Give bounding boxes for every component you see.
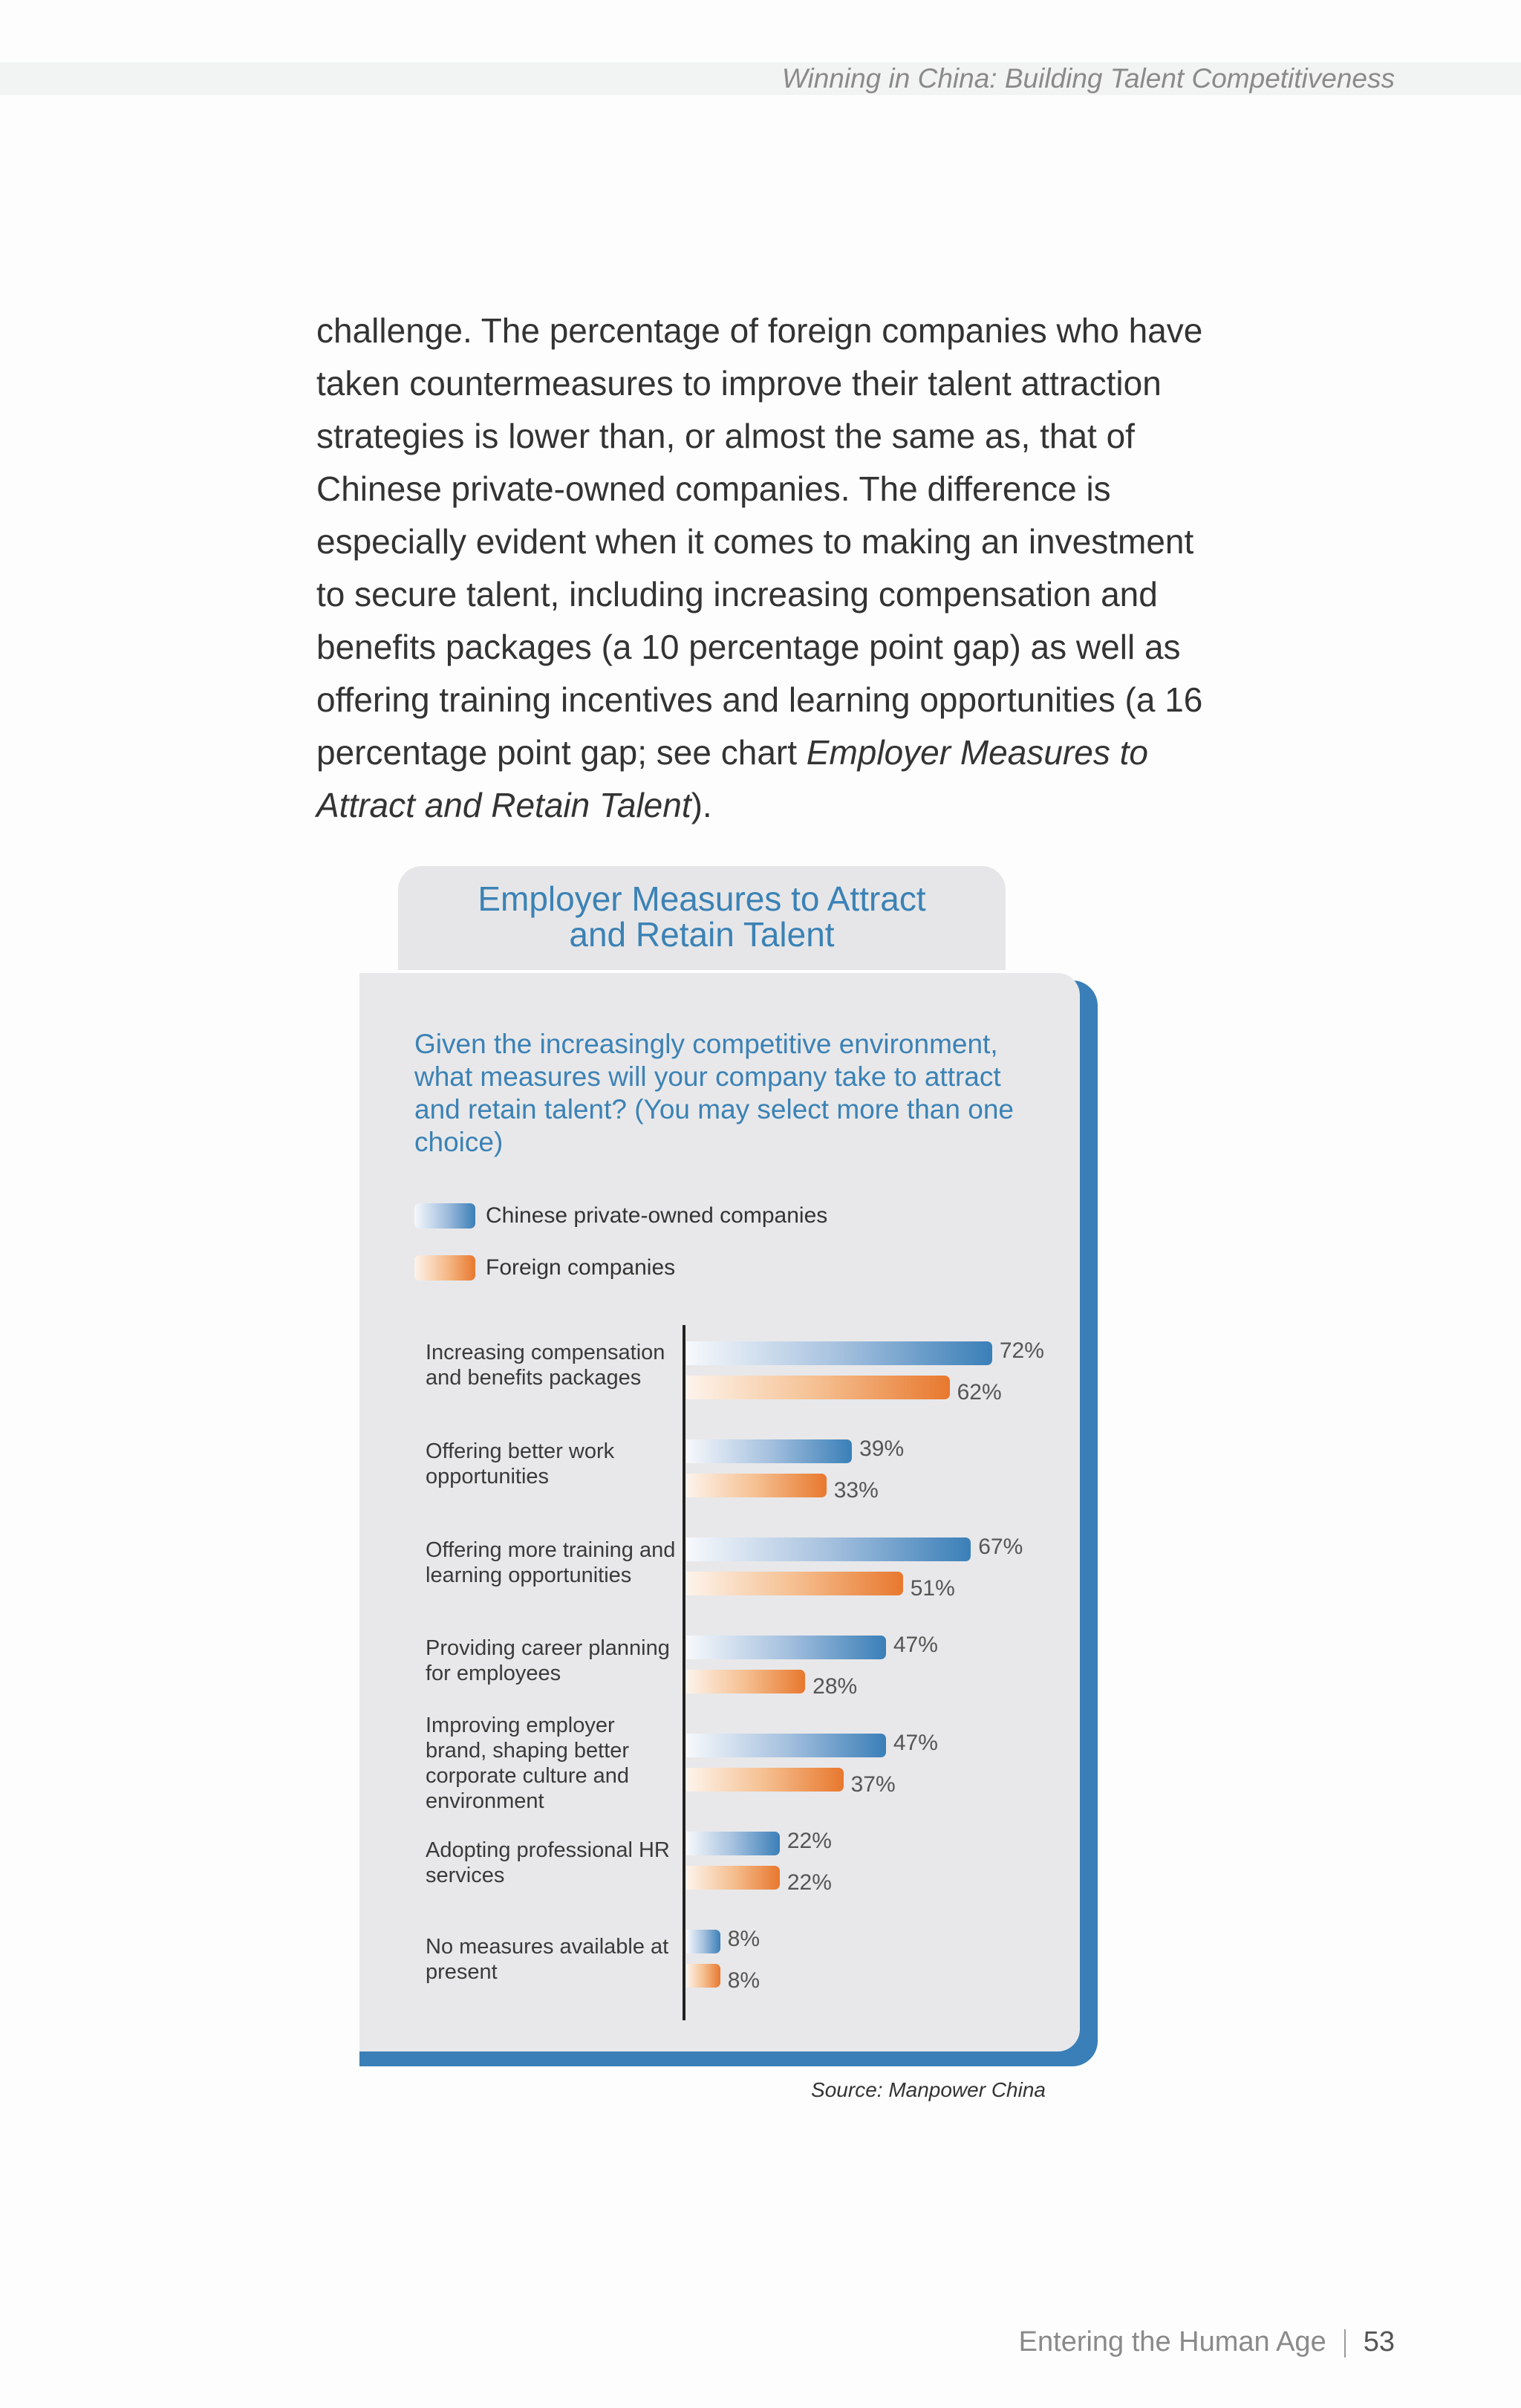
body-line: taken countermeasures to improve their talent attraction (316, 364, 1162, 403)
legend-label: Foreign companies (486, 1255, 676, 1280)
body-line: strategies is lower than, or almost the same as, that of (316, 417, 1135, 455)
bar-chinese (686, 1537, 971, 1561)
bar-foreign (686, 1474, 827, 1497)
bar-foreign (686, 1768, 844, 1792)
legend-label: Chinese private-owned companies (486, 1203, 828, 1228)
category-label: No measures available at present (426, 1935, 669, 1984)
body-line (316, 726, 1230, 779)
bar-foreign (686, 1670, 805, 1693)
body-line-end: ). (691, 786, 712, 824)
bar-chinese (686, 1439, 852, 1463)
legend-swatch-blue (414, 1203, 475, 1229)
chart-question: Given the increasingly competitive environment, what measures will your company take to attract and retain talent? (You may select more than one choice) (414, 1029, 1014, 1157)
bar-chinese (686, 1734, 886, 1757)
value-label: 39% (859, 1436, 905, 1461)
chart-reference: Employer Measures to (806, 733, 1148, 772)
body-line: benefits packages (a 10 percentage point gap) as well as (316, 628, 1181, 666)
body-line: challenge. The percentage of foreign companies who have (316, 311, 1203, 350)
chart-reference: Attract and Retain Talent (316, 786, 691, 824)
body-line: to secure talent, including increasing compensation and (316, 575, 1158, 614)
bar-foreign (686, 1376, 950, 1399)
running-header: Winning in China: Building Talent Competitiveness (781, 63, 1395, 94)
value-label: 72% (999, 1338, 1044, 1363)
chart-title-line: Employer Measures to Attract (478, 879, 926, 918)
category-label: Adopting professional HR services (426, 1838, 670, 1887)
value-label: 8% (727, 1968, 760, 1993)
body-line-text: percentage point gap; see chart (316, 733, 807, 772)
chart-title (398, 881, 1006, 952)
bar-chinese (686, 1636, 886, 1659)
value-label: 28% (812, 1674, 858, 1699)
chart-axis-line (683, 1325, 685, 2020)
value-label: 33% (833, 1478, 879, 1503)
category-label: Improving employer brand, shaping better corporate culture and environment (426, 1714, 630, 1813)
footer-separator (1344, 2329, 1346, 2357)
value-label: 62% (957, 1380, 1002, 1405)
bar-chinese (686, 1930, 720, 1953)
footer-title: Entering the Human Age (1018, 2326, 1326, 2357)
value-label: 37% (850, 1772, 896, 1797)
body-line: Chinese private-owned companies. The difference is (316, 469, 1111, 508)
body-paragraph (316, 305, 1230, 832)
legend-swatch-orange (414, 1255, 475, 1281)
chart-source: Source: Manpower China (811, 2078, 1046, 2101)
bar-chinese (686, 1341, 992, 1365)
category-label: Increasing compensation and benefits packages (426, 1341, 665, 1390)
body-line: offering training incentives and learning opportunities (a 16 (316, 680, 1203, 719)
value-label: 22% (786, 1870, 832, 1895)
body-line (316, 779, 1230, 832)
value-label: 51% (910, 1576, 955, 1601)
page-footer (1019, 2326, 1395, 2358)
category-label: Providing career planning for employees (426, 1636, 670, 1685)
bar-foreign (686, 1572, 903, 1595)
body-line: especially evident when it comes to making an investment (316, 522, 1194, 561)
bar-chinese (686, 1832, 780, 1855)
value-label: 67% (978, 1535, 1023, 1559)
category-label: Offering more training and learning opportunities (426, 1538, 676, 1587)
value-label: 47% (893, 1731, 938, 1755)
value-label: 22% (786, 1829, 832, 1853)
bar-foreign (686, 1964, 720, 1988)
page-number: 53 (1363, 2326, 1395, 2357)
bar-foreign (686, 1866, 780, 1890)
category-label: Offering better work opportunities (426, 1439, 615, 1488)
value-label: 47% (893, 1633, 938, 1657)
chart-title-line: and Retain Talent (569, 915, 835, 954)
value-label: 8% (727, 1927, 760, 1951)
